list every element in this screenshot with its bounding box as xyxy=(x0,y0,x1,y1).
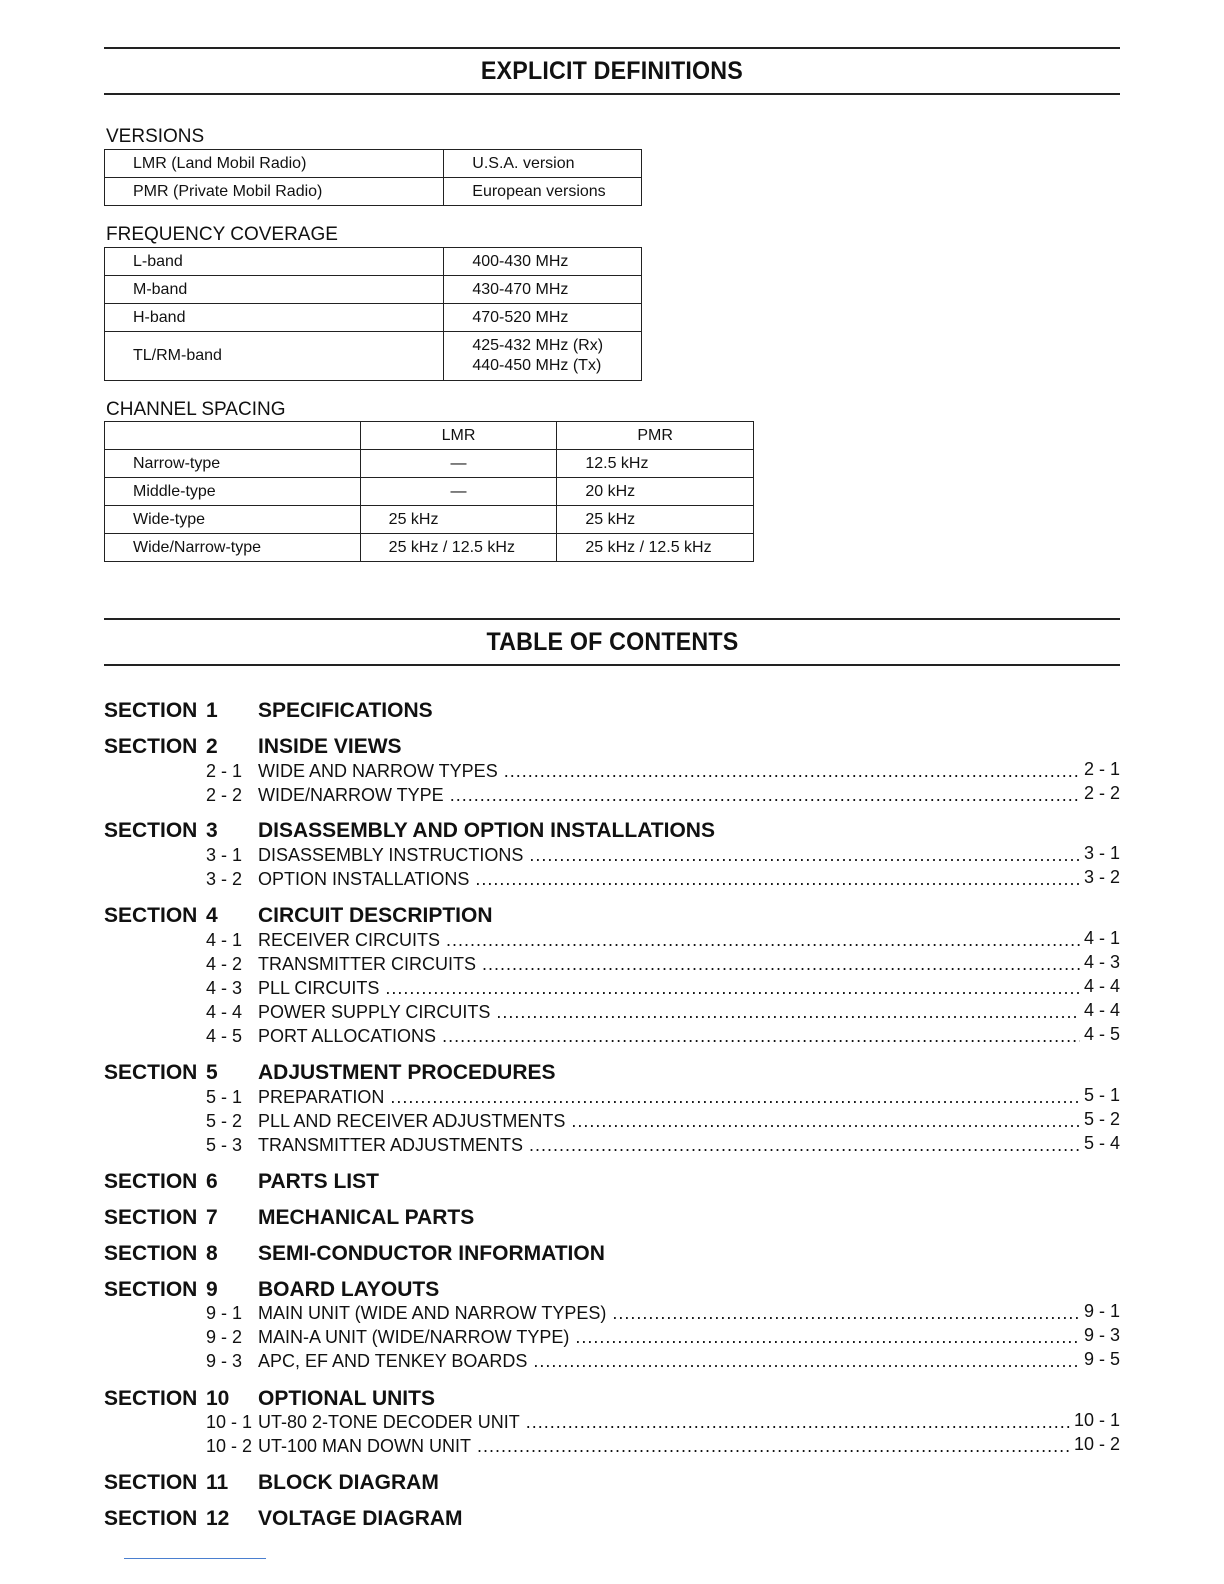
section-word: SECTION xyxy=(104,1278,198,1301)
entry-number: 3 - 2 xyxy=(206,869,243,889)
section-number: 10 xyxy=(206,1387,230,1410)
entry-title: UT-80 2-TONE DECODER UNIT ..... xyxy=(258,1412,1120,1433)
entry-title: WIDE/NARROW TYPE ..... xyxy=(258,785,1120,806)
entry-title: APC, EF AND TENKEY BOARDS ..... xyxy=(258,1351,1120,1372)
toc-entry-2-2[interactable] xyxy=(104,785,1120,809)
toc-entry-5-2[interactable] xyxy=(104,1111,1120,1135)
version-name: LMR (Land Mobil Radio) xyxy=(105,150,444,178)
explicit-definitions-header xyxy=(104,47,1120,95)
table-of-contents-header xyxy=(104,618,1120,666)
entry-number: 9 - 3 xyxy=(206,1351,243,1371)
band-name: M-band xyxy=(105,276,444,304)
table-row xyxy=(105,332,642,381)
entry-page: 10 - 2 xyxy=(1070,1434,1120,1455)
spacing-pmr: 25 kHz xyxy=(557,506,754,534)
spacing-pmr: 25 kHz / 12.5 kHz xyxy=(557,534,754,562)
spacing-type: Wide-type xyxy=(105,506,361,534)
band-name: H-band xyxy=(105,304,444,332)
entry-page: 9 - 1 xyxy=(1080,1301,1120,1322)
section-word: SECTION xyxy=(104,1061,198,1084)
entry-number: 5 - 1 xyxy=(206,1087,243,1107)
table-row xyxy=(105,178,642,206)
channel-spacing-label: CHANNEL SPACING xyxy=(106,399,286,420)
table-of-contents-title: TABLE OF CONTENTS xyxy=(485,627,738,656)
table-row xyxy=(105,248,642,276)
entry-title: PREPARATION ..... xyxy=(258,1087,1120,1108)
section-word: SECTION xyxy=(104,1206,198,1229)
section-number: 3 xyxy=(206,819,218,842)
toc-entry-4-2[interactable] xyxy=(104,954,1120,978)
section-word: SECTION xyxy=(104,1507,198,1530)
entry-number: 4 - 3 xyxy=(206,978,243,998)
table-row xyxy=(105,478,754,506)
table-row xyxy=(105,150,642,178)
band-range: 400-430 MHz xyxy=(444,248,642,276)
version-name: PMR (Private Mobil Radio) xyxy=(105,178,444,206)
entry-title: PLL AND RECEIVER ADJUSTMENTS ..... xyxy=(258,1111,1120,1132)
entry-title: TRANSMITTER ADJUSTMENTS ..... xyxy=(258,1135,1120,1156)
entry-page: 2 - 1 xyxy=(1080,759,1120,780)
spacing-type: Middle-type xyxy=(105,478,361,506)
toc-entry-10-1[interactable] xyxy=(104,1412,1120,1436)
entry-page: 10 - 1 xyxy=(1070,1410,1120,1431)
band-range-rx: 425-432 MHz (Rx) xyxy=(472,337,604,354)
toc-entry-4-1[interactable] xyxy=(104,930,1120,954)
spacing-type: Narrow-type xyxy=(105,450,361,478)
section-word: SECTION xyxy=(104,1387,198,1410)
spacing-lmr: — xyxy=(360,450,557,478)
table-row xyxy=(105,450,754,478)
entry-page: 9 - 5 xyxy=(1080,1349,1120,1370)
spacing-type: Wide/Narrow-type xyxy=(105,534,361,562)
spacing-lmr: 25 kHz xyxy=(360,506,557,534)
explicit-definitions-title: EXPLICIT DEFINITIONS xyxy=(480,56,744,85)
toc-entry-5-1[interactable] xyxy=(104,1087,1120,1111)
section-title: OPTIONAL UNITS xyxy=(258,1387,435,1410)
section-title: PARTS LIST xyxy=(258,1170,379,1193)
toc-entry-5-3[interactable] xyxy=(104,1135,1120,1159)
toc-entry-2-1[interactable] xyxy=(104,761,1120,785)
entry-title: PORT ALLOCATIONS ..... xyxy=(258,1026,1120,1047)
toc-entry-3-2[interactable] xyxy=(104,869,1120,893)
entry-number: 5 - 3 xyxy=(206,1135,243,1155)
section-title: VOLTAGE DIAGRAM xyxy=(258,1507,463,1530)
entry-title: PLL CIRCUITS ..... xyxy=(258,978,1120,999)
section-title: INSIDE VIEWS xyxy=(258,735,402,758)
spacing-lmr: 25 kHz / 12.5 kHz xyxy=(360,534,557,562)
table-row xyxy=(105,304,642,332)
entry-number: 3 - 1 xyxy=(206,845,243,865)
section-title: DISASSEMBLY AND OPTION INSTALLATIONS xyxy=(258,819,715,842)
band-range-tx: 440-450 MHz (Tx) xyxy=(472,357,602,374)
versions-table xyxy=(104,149,642,206)
section-number: 7 xyxy=(206,1206,218,1229)
section-number: 2 xyxy=(206,735,218,758)
header-pmr: PMR xyxy=(557,422,754,450)
entry-title: DISASSEMBLY INSTRUCTIONS ..... xyxy=(258,845,1120,866)
frequency-coverage-label: FREQUENCY COVERAGE xyxy=(106,224,338,245)
section-word: SECTION xyxy=(104,735,198,758)
section-number: 12 xyxy=(206,1507,230,1530)
section-word: SECTION xyxy=(104,1242,198,1265)
entry-number: 4 - 4 xyxy=(206,1002,243,1022)
entry-page: 5 - 1 xyxy=(1080,1085,1120,1106)
entry-title: MAIN UNIT (WIDE AND NARROW TYPES) ..... xyxy=(258,1303,1120,1324)
entry-number: 4 - 1 xyxy=(206,930,243,950)
entry-page: 4 - 4 xyxy=(1080,976,1120,997)
section-title: SPECIFICATIONS xyxy=(258,699,433,722)
entry-page: 2 - 2 xyxy=(1080,783,1120,804)
table-header-row xyxy=(105,422,754,450)
section-word: SECTION xyxy=(104,1471,198,1494)
entry-page: 4 - 4 xyxy=(1080,1000,1120,1021)
entry-number: 4 - 2 xyxy=(206,954,243,974)
entry-number: 2 - 2 xyxy=(206,785,243,805)
entry-page: 4 - 1 xyxy=(1080,928,1120,949)
header-lmr: LMR xyxy=(360,422,557,450)
entry-title: TRANSMITTER CIRCUITS ..... xyxy=(258,954,1120,975)
section-title: MECHANICAL PARTS xyxy=(258,1206,475,1229)
entry-page: 4 - 5 xyxy=(1080,1024,1120,1045)
section-number: 6 xyxy=(206,1170,218,1193)
toc-entry-3-1[interactable] xyxy=(104,845,1120,869)
section-title: BLOCK DIAGRAM xyxy=(258,1471,439,1494)
section-number: 11 xyxy=(206,1471,229,1494)
entry-number: 9 - 1 xyxy=(206,1303,243,1323)
entry-number: 2 - 1 xyxy=(206,761,243,781)
section-number: 4 xyxy=(206,904,218,927)
entry-title: MAIN-A UNIT (WIDE/NARROW TYPE) ..... xyxy=(258,1327,1120,1348)
toc-entry-4-5[interactable] xyxy=(104,1026,1120,1050)
entry-page: 4 - 3 xyxy=(1080,952,1120,973)
toc-entry-10-2[interactable] xyxy=(104,1436,1120,1460)
header-blank xyxy=(105,422,361,450)
spacing-pmr: 12.5 kHz xyxy=(557,450,754,478)
section-word: SECTION xyxy=(104,699,198,722)
toc-entry-9-3[interactable] xyxy=(104,1351,1120,1375)
channel-spacing-table xyxy=(104,421,754,562)
table-row xyxy=(105,276,642,304)
entry-number: 9 - 2 xyxy=(206,1327,243,1347)
entry-page: 5 - 2 xyxy=(1080,1109,1120,1130)
entry-number: 10 - 1 xyxy=(206,1412,253,1432)
version-value: European versions xyxy=(444,178,642,206)
table-row xyxy=(105,506,754,534)
band-name: TL/RM-band xyxy=(105,332,444,381)
toc-entry-4-4[interactable] xyxy=(104,1002,1120,1026)
entry-page: 9 - 3 xyxy=(1080,1325,1120,1346)
table-row xyxy=(105,534,754,562)
entry-number: 5 - 2 xyxy=(206,1111,243,1131)
entry-title: UT-100 MAN DOWN UNIT ..... xyxy=(258,1436,1120,1457)
version-value: U.S.A. version xyxy=(444,150,642,178)
toc-entry-9-1[interactable] xyxy=(104,1303,1120,1327)
section-word: SECTION xyxy=(104,819,198,842)
band-range: 470-520 MHz xyxy=(444,304,642,332)
spacing-lmr: — xyxy=(360,478,557,506)
section-word: SECTION xyxy=(104,904,198,927)
section-title: ADJUSTMENT PROCEDURES xyxy=(258,1061,556,1084)
section-title: BOARD LAYOUTS xyxy=(258,1278,440,1301)
band-range: 430-470 MHz xyxy=(444,276,642,304)
section-number: 8 xyxy=(206,1242,218,1265)
section-number: 9 xyxy=(206,1278,218,1301)
entry-title: POWER SUPPLY CIRCUITS ..... xyxy=(258,1002,1120,1023)
entry-page: 3 - 1 xyxy=(1080,843,1120,864)
section-title: CIRCUIT DESCRIPTION xyxy=(258,904,493,927)
entry-number: 4 - 5 xyxy=(206,1026,243,1046)
entry-page: 5 - 4 xyxy=(1080,1133,1120,1154)
toc-entry-9-2[interactable] xyxy=(104,1327,1120,1351)
band-range-cell xyxy=(444,332,642,381)
versions-label: VERSIONS xyxy=(106,126,205,147)
band-name: L-band xyxy=(105,248,444,276)
frequency-table xyxy=(104,247,642,381)
section-number: 1 xyxy=(206,699,218,722)
section-word: SECTION xyxy=(104,1170,198,1193)
entry-number: 10 - 2 xyxy=(206,1436,253,1456)
spacing-pmr: 20 kHz xyxy=(557,478,754,506)
section-title: SEMI-CONDUCTOR INFORMATION xyxy=(258,1242,605,1265)
toc-entry-4-3[interactable] xyxy=(104,978,1120,1002)
entry-title: OPTION INSTALLATIONS ..... xyxy=(258,869,1120,890)
section-number: 5 xyxy=(206,1061,218,1084)
entry-title: RECEIVER CIRCUITS ..... xyxy=(258,930,1120,951)
entry-page: 3 - 2 xyxy=(1080,867,1120,888)
footer-divider xyxy=(124,1558,266,1559)
entry-title: WIDE AND NARROW TYPES ..... xyxy=(258,761,1120,782)
